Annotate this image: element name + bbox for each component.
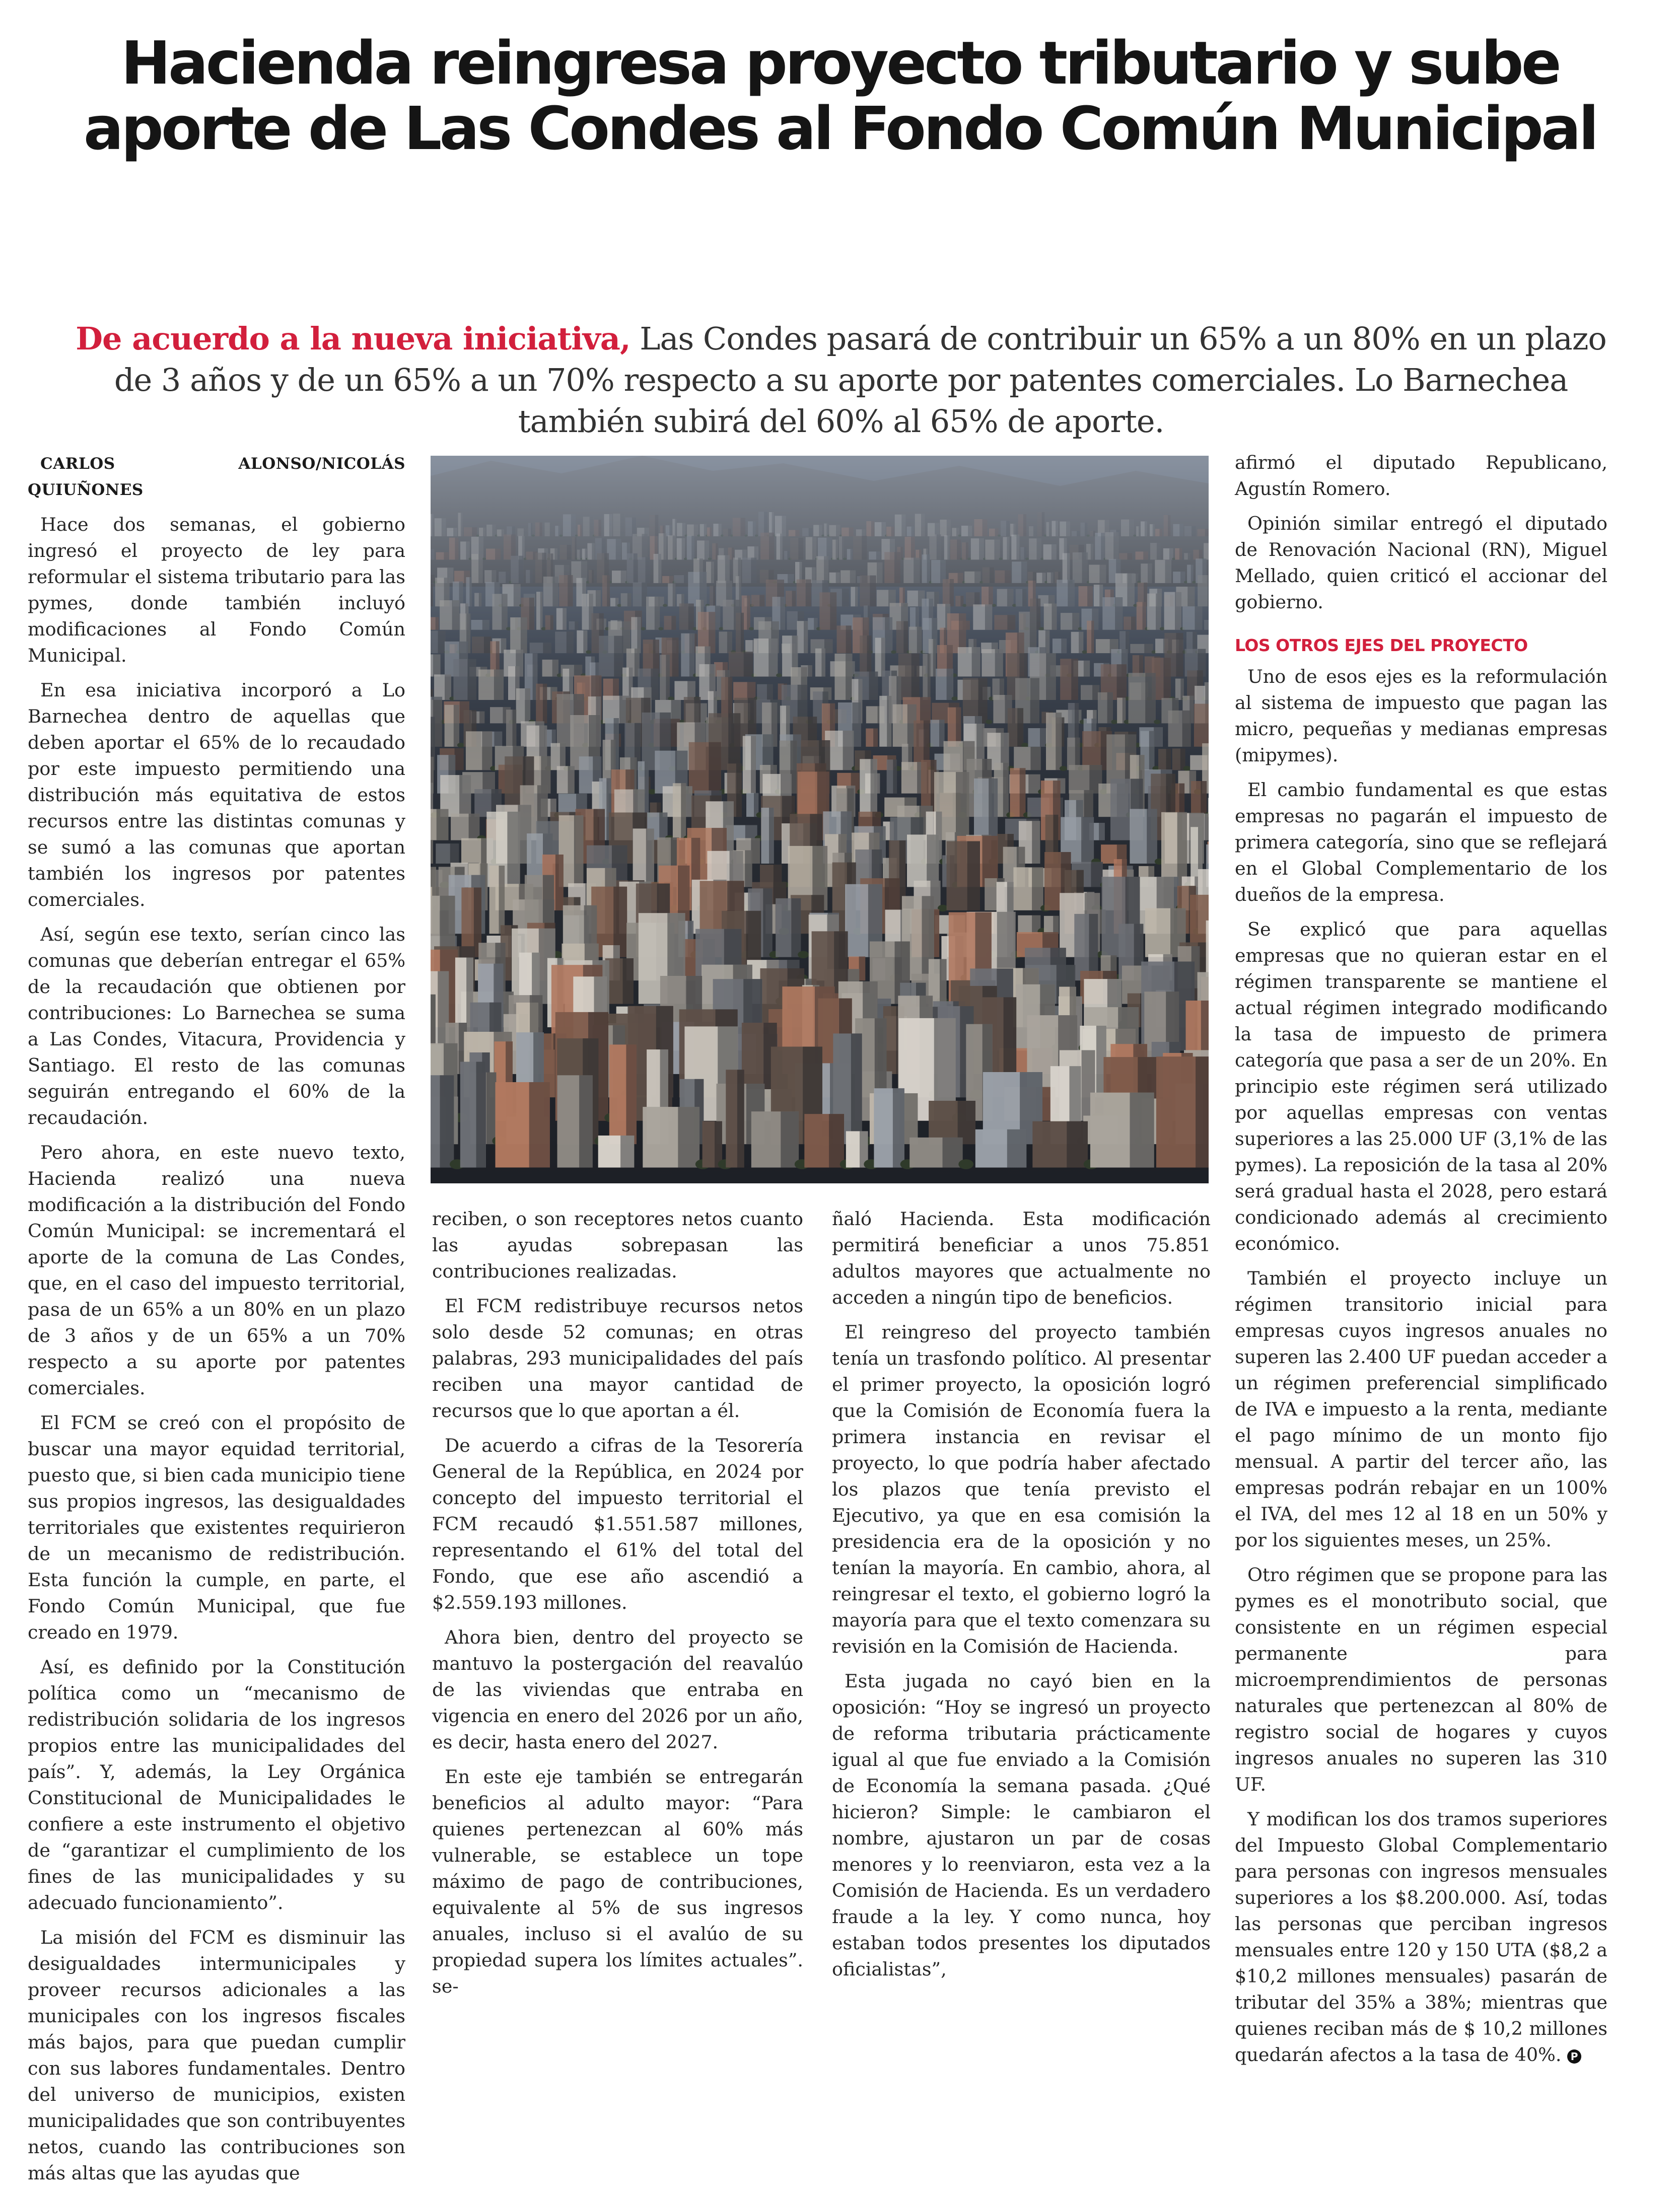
paragraph: Otro régimen que se propone para las pymes es el monotributo social, que consistente en un régimen especial permanente para microemprendimientos de personas naturales que pertenezcan al 80% de registro social de hogares y cuyos ingresos anuales no superen las 310 UF. (1235, 1564, 1607, 1795)
paragraph: En esa iniciativa incorporó a Lo Barnechea dentro de aquellas que deben aportar el 65% de lo recaudado por este impuesto permitiendo una distribución más equitativa de estos recursos entre las distintas comunas y se sumó a las comunas que aportan también los ingresos por patentes comerciales. (28, 679, 405, 910)
paragraph: También el proyecto incluye un régimen transitorio inicial para empresas cuyos ingresos anuales no superen las 2.400 UF puedan acceder a un régimen preferencial simplificado de IVA e impuesto a la renta, mediante el pago mínimo de un monto fijo mensual. A partir del tercer año, las empresas podrán rebajar en un 100% el IVA, del mes 12 al 18 en un 50% y por los siguientes meses, un 25%. (1235, 1267, 1607, 1551)
paragraph: Así, es definido por la Constitución política como un “mecanismo de redistribución solidaria de los ingresos propios entre las municipalidades del país”. Y, además, la Ley Orgánica Constitucional de Municipalidades le confiere a este instrumento el objetivo de “garantizar el cumplimiento de los fines de las municipalidades y su adecuado funcionamiento”. (28, 1656, 405, 1914)
paragraph: reciben, o son receptores netos cuanto las ayudas sobrepasan las contribuciones realizadas. (432, 1208, 803, 1282)
paragraph: Uno de esos ejes es la reformulación al sistema de impuesto que pagan las micro, pequeñas y medianas empresas (mipymes). (1235, 666, 1607, 766)
section-subhead: LOS OTROS EJES DEL PROYECTO (1235, 635, 1528, 655)
deck-lead: De acuerdo a la nueva iniciativa, (76, 320, 631, 357)
column-1 (28, 451, 405, 2195)
paragraph: ñaló Hacienda. Esta modificación permitirá beneficiar a unos 75.851 adultos mayores que actualmente no acceden a ningún tipo de beneficios. (832, 1208, 1211, 1308)
paragraph: Pero ahora, en este nuevo texto, Hacienda realizó una nueva modificación a la distribución del Fondo Común Municipal: se incrementará el aporte de la comuna de Las Condes, que, en el caso del impuesto territorial, pasa de un 65% a un 80% en un plazo de 3 años y de un 65% a un 70% respecto a su aporte por patentes comerciales. (28, 1142, 405, 1399)
column-2 (432, 1206, 803, 2008)
paragraph: La misión del FCM es disminuir las desigualdades intermunicipales y proveer recursos adicionales a las municipales con los ingresos fiscales más bajos, para que puedan cumplir con sus labores fundamentales. Dentro del universo de municipios, existen municipalidades que son contribuyentes netos, cuando las contribuciones son más altas que las ayudas que (28, 1927, 405, 2184)
paragraph: El cambio fundamental es que estas empresas no pagarán el impuesto de primera categoría, sino que se reflejará en el Global Complementario de los dueños de la empresa. (1235, 779, 1607, 905)
paragraph: afirmó el diputado Republicano, Agustín Romero. (1235, 452, 1607, 500)
aerial-city-photo (431, 456, 1209, 1183)
paragraph: El reingreso del proyecto también tenía un trasfondo político. Al presentar el primer proyecto, la oposición logró que la Comisión de Economía fuera la primera instancia en revisar el proyecto, lo que podría haber afectado los plazos que tenía previsto el Ejecutivo, ya que en esa comisión la presidencia era de la oposición y no tenían la mayoría. En cambio, ahora, al reingresar el texto, el gobierno logró la mayoría para que el texto comenzara su revisión en la Comisión de Hacienda. (832, 1321, 1211, 1657)
paragraph: En este eje también se entregarán beneficios al adulto mayor: “Para quienes pertenezcan al 60% más vulnerable, se establece un tope máximo de pago de contribuciones, equivalente al 5% de sus ingresos anuales, incluso si el avalúo de su propiedad supera los límites actuales”. se- (432, 1766, 803, 1997)
end-mark-icon: P (1567, 2049, 1581, 2064)
paragraph: De acuerdo a cifras de la Tesorería General de la República, en 2024 por concepto del impuesto territorial el FCM recaudó $1.551.587 millones, representando el 61% del total del Fondo, que ese año ascendió a $2.559.193 millones. (432, 1435, 803, 1613)
paragraph: Así, según ese texto, serían cinco las comunas que deberían entregar el 65% de la recaudación que obtienen por contribuciones: Lo Barnechea se suma a Las Condes, Vitacura, Providencia y Santiago. El resto de las comunas seguirán entregando el 60% de la recaudación. (28, 924, 405, 1128)
headline: Hacienda reingresa proyecto tributario y sube aporte de Las Condes al Fondo Común Municipal (83, 28, 1597, 163)
column-4 (1235, 450, 1607, 2077)
city-skyline-illustration (431, 456, 1209, 1183)
paragraph: Esta jugada no cayó bien en la oposición: “Hoy se ingresó un proyecto de reforma tributaria prácticamente igual al que fue enviado a la Comisión de Economía la semana pasada. ¿Qué hicieron? Simple: le cambiaron el nombre, ajustaron un par de cosas menores y lo reenviaron, esta vez a la Comisión de Hacienda. Es un verdadero fraude a la ley. Y como nunca, hoy estaban todos presentes los diputados oficialistas”, (832, 1670, 1211, 1980)
paragraph: Se explicó que para aquellas empresas que no quieran estar en el régimen transparente se mantiene el actual régimen integrado modificando la tasa de impuesto de primera categoría que pasa a ser de un 20%. En principio este régimen será utilizado por aquellas empresas con ventas superiores a las 25.000 UF (3,1% de las pymes). La reposición de la tasa al 20% será gradual hasta el 2028, pero estará condicionado además al crecimiento económico. (1235, 918, 1607, 1254)
paragraph (1235, 1806, 1607, 2068)
byline: CARLOS ALONSO/NICOLÁS QUIUÑONES (28, 455, 405, 499)
paragraph: Ahora bien, dentro del proyecto se mantuvo la postergación del reavalúo de las viviendas que entraba en vigencia en enero del 2026 por un año, es decir, hasta enero del 2027. (432, 1626, 803, 1753)
deck-text: Las Condes pasará de contribuir un 65% a un 80% en un plazo de 3 años y de un 65% a un 70% respecto a su aporte por patentes comerciales. Lo Barnechea también subirá del 60% al 65% de aporte. (114, 320, 1606, 440)
paragraph-text: Y modifican los dos tramos superiores del Impuesto Global Complementario para personas con ingresos mensuales superiores a los $8.200.000. Así, todas las personas que perciban ingresos mensuales entre 120 y 150 UTA ($8,2 a $10,2 millones mensuales) pasarán de tributar del 35% a 38%; mientras que quienes reciban más de $ 10,2 millones quedarán afectos a la tasa de 40%. (1235, 1808, 1607, 2066)
column-3 (832, 1206, 1211, 1991)
paragraph: Hace dos semanas, el gobierno ingresó el proyecto de ley para reformular el sistema tributario para las pymes, donde también incluyó modificaciones al Fondo Común Municipal. (28, 514, 405, 666)
deck (76, 318, 1606, 442)
paragraph: El FCM redistribuye recursos netos solo desde 52 comunas; en otras palabras, 293 municipalidades del país reciben una mayor cantidad de recursos que lo que aportan a él. (432, 1295, 803, 1422)
paragraph: Opinión similar entregó el diputado de Renovación Nacional (RN), Miguel Mellado, quien criticó el accionar del gobierno. (1235, 513, 1607, 613)
paragraph: El FCM se creó con el propósito de buscar una mayor equidad territorial, puesto que, si bien cada municipio tiene sus propios ingresos, las desigualdades territoriales que existentes requirieron de un mecanismo de redistribución. Esta función la cumple, en parte, el Fondo Común Municipal, que fue creado en 1979. (28, 1412, 405, 1643)
